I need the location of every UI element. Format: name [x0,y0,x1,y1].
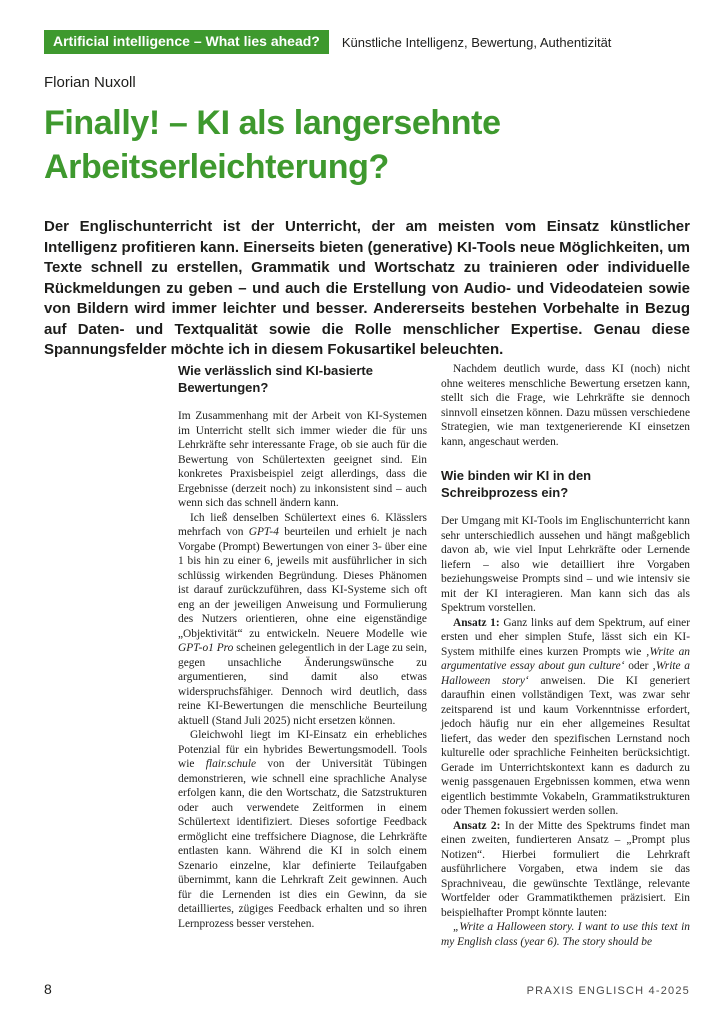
page-footer [44,981,690,997]
section-heading: Wie binden wir KI in den Schreibprozess ein? [441,468,592,501]
article-columns [178,362,690,949]
paragraph: Ich ließ denselben Schülertext eines 6. Klässlers mehrfach von GPT-4 beurteilen und erhielt je nach Vorgabe (Prompt) Bewertungen von einer 3- über eine 1 bis hin zu einer 6, jeweils mit ausführlicher in sich schlüssig wirkenden Begründung. Dieses Phänomen ist darauf zurückzuführen, dass KI-Systeme sich oft eng an der jeweiligen Anweisung und Formulierung des Nutzers orientieren, ohne eine eigenständige „Objektivität“ zu entwickeln. Neuere Modelle wie GPT-o1 Pro scheinen gelegentlich in der Lage zu sein, gegen unsachliche Änderungswünsche zu argumentieren, sind damit also etwas widerspruchsfähiger. Dennoch wird deutlich, dass reine KI-Bewertungen die menschliche Beurteilung aktuell (Stand Juli 2025) nicht ersetzen können. [178,511,427,727]
page-header [44,30,690,54]
article-title: Finally! – KI als langersehnte Arbeitserleichterung? [44,104,501,186]
paragraph: Im Zusammenhang mit der Arbeit von KI-Systemen im Unterricht stellt sich immer wieder die für uns Lehrkräfte sehr interessante Frage, ob sie auch für die Bewertung von Schülertexten geeignet sind. Ein konkretes Praxisbeispiel zeigt allerdings, dass die Ergebnisse (derzeit noch) zu inkonsistent sind – auch wenn sich das schnell ändern kann. [178,410,427,510]
paragraph: Ansatz 2: In der Mitte des Spektrums findet man einen zweiten, fundierteren Ansatz – „Prompt plus Notizen“. Hierbei formuliert die Lehrkraft ausführlichere Vorgaben, etwa indem sie das Sprachniveau, die gewünschte Textlänge, relevante Wortfelder oder Grammatikthemen präzisiert. Ein beispielhafter Prompt könnte lauten: [441,819,690,919]
paragraph: „Write a Halloween story. I want to use this text in my English class (year 6). The story should be [441,921,690,948]
column-right [441,362,690,949]
column-left [178,362,427,949]
journal-issue: PRAXIS ENGLISCH 4-2025 [526,985,690,997]
paragraph: Der Umgang mit KI-Tools im Englischunterricht kann sehr unterschiedlich aussehen und hängt maßgeblich davon ab, wie viel Input Lehrkräfte oder Lernende liefern – also wie detailliert ihre Vorgaben beziehungsweise Prompts sind – und wie intensiv sie mit der KI interagieren. Man kann sich das als Spektrum vorstellen. [441,515,690,615]
section-badge: Artificial intelligence – What lies ahead? [44,30,329,54]
paragraph: Gleichwohl liegt im KI-Einsatz ein erhebliches Potenzial für ein hybrides Bewertungsmodell. Tools wie flair.schule von der Universität Tübingen demonstrieren, wie schnell eine sprachliche Analyse erfolgen kann, die den Wortschatz, die Satzstrukturen oder auch verwendete Zeitformen in einem Schülertext identifiziert. Dieses sofortige Feedback ermöglicht eine treffsichere Diagnose, die Lehrkräfte entlasten kann. Während die KI in solch einem Szenario einzelne, klar definierte Teilaufgaben übernimmt, kann die Lehrkraft Zeit gewinnen. Auch für die Lernenden ist dies ein Gewinn, da sie detailliertes, zügiges Feedback erhalten und so ihren Lernprozess besser verstehen. [178,729,427,930]
header-keywords: Künstliche Intelligenz, Bewertung, Authentizität [341,34,612,50]
paragraph: Ansatz 1: Ganz links auf dem Spektrum, auf einer ersten und eher simplen Stufe, lässt sich ein KI-System mithilfe eines kurzen Prompts wie ‚Write an argumentative essay about gun culture‘ oder ‚Write a Halloween story‘ anweisen. Die KI generiert daraufhin einen vollständigen Text, was zwar sehr zeitsparend ist und kaum Vorkenntnisse erfordert, jedoch häufig nur ein eher allgemeines Resultat liefert, das weder den spezifischen Lernstand noch kulturelle oder sprachliche Feinheiten berücksichtigt. Gerade im Unterrichtskontext kann es dadurch zu wenig passgenauen Ergebnissen kommen, etwa wenn eigentlich bestimmte Vokabeln, Grammatikstrukturen oder Themen fokussiert werden sollen. [441,616,691,818]
page-number: 8 [44,981,52,997]
lead-paragraph: Der Englischunterricht ist der Unterricht, der am meisten vom Einsatz künstlicher Intelligenz profitieren kann. Einerseits bieten (generative) KI-Tools neue Möglichkeiten, um Texte schnell zu erstellen, Grammatik und Wortschatz zu trainieren oder individuelle Rückmeldungen zu geben – und auch die Erstellung von Audio- und Videodateien sowie von Bildern wird immer leichter und besser. Andererseits bestehen Vorbehalte in Bezug auf Daten- und Textqualität sowie die Rolle menschlicher Expertise. Genau diese Spannungsfelder möchte ich in diesem Fokusartikel beleuchten. [44,218,690,358]
paragraph: Nachdem deutlich wurde, dass KI (noch) nicht ohne weiteres menschliche Bewertung ersetzen kann, stellt sich die Frage, wie Lehrkräfte sie dennoch sinnvoll einsetzen können. Dazu müssen verschiedene Strategien, wie man textgenerierende KI einsetzen kann, angeschaut werden. [441,363,690,448]
section-heading: Wie verlässlich sind KI-basierte Bewertungen? [178,363,373,396]
author-name: Florian Nuxoll [44,74,136,91]
